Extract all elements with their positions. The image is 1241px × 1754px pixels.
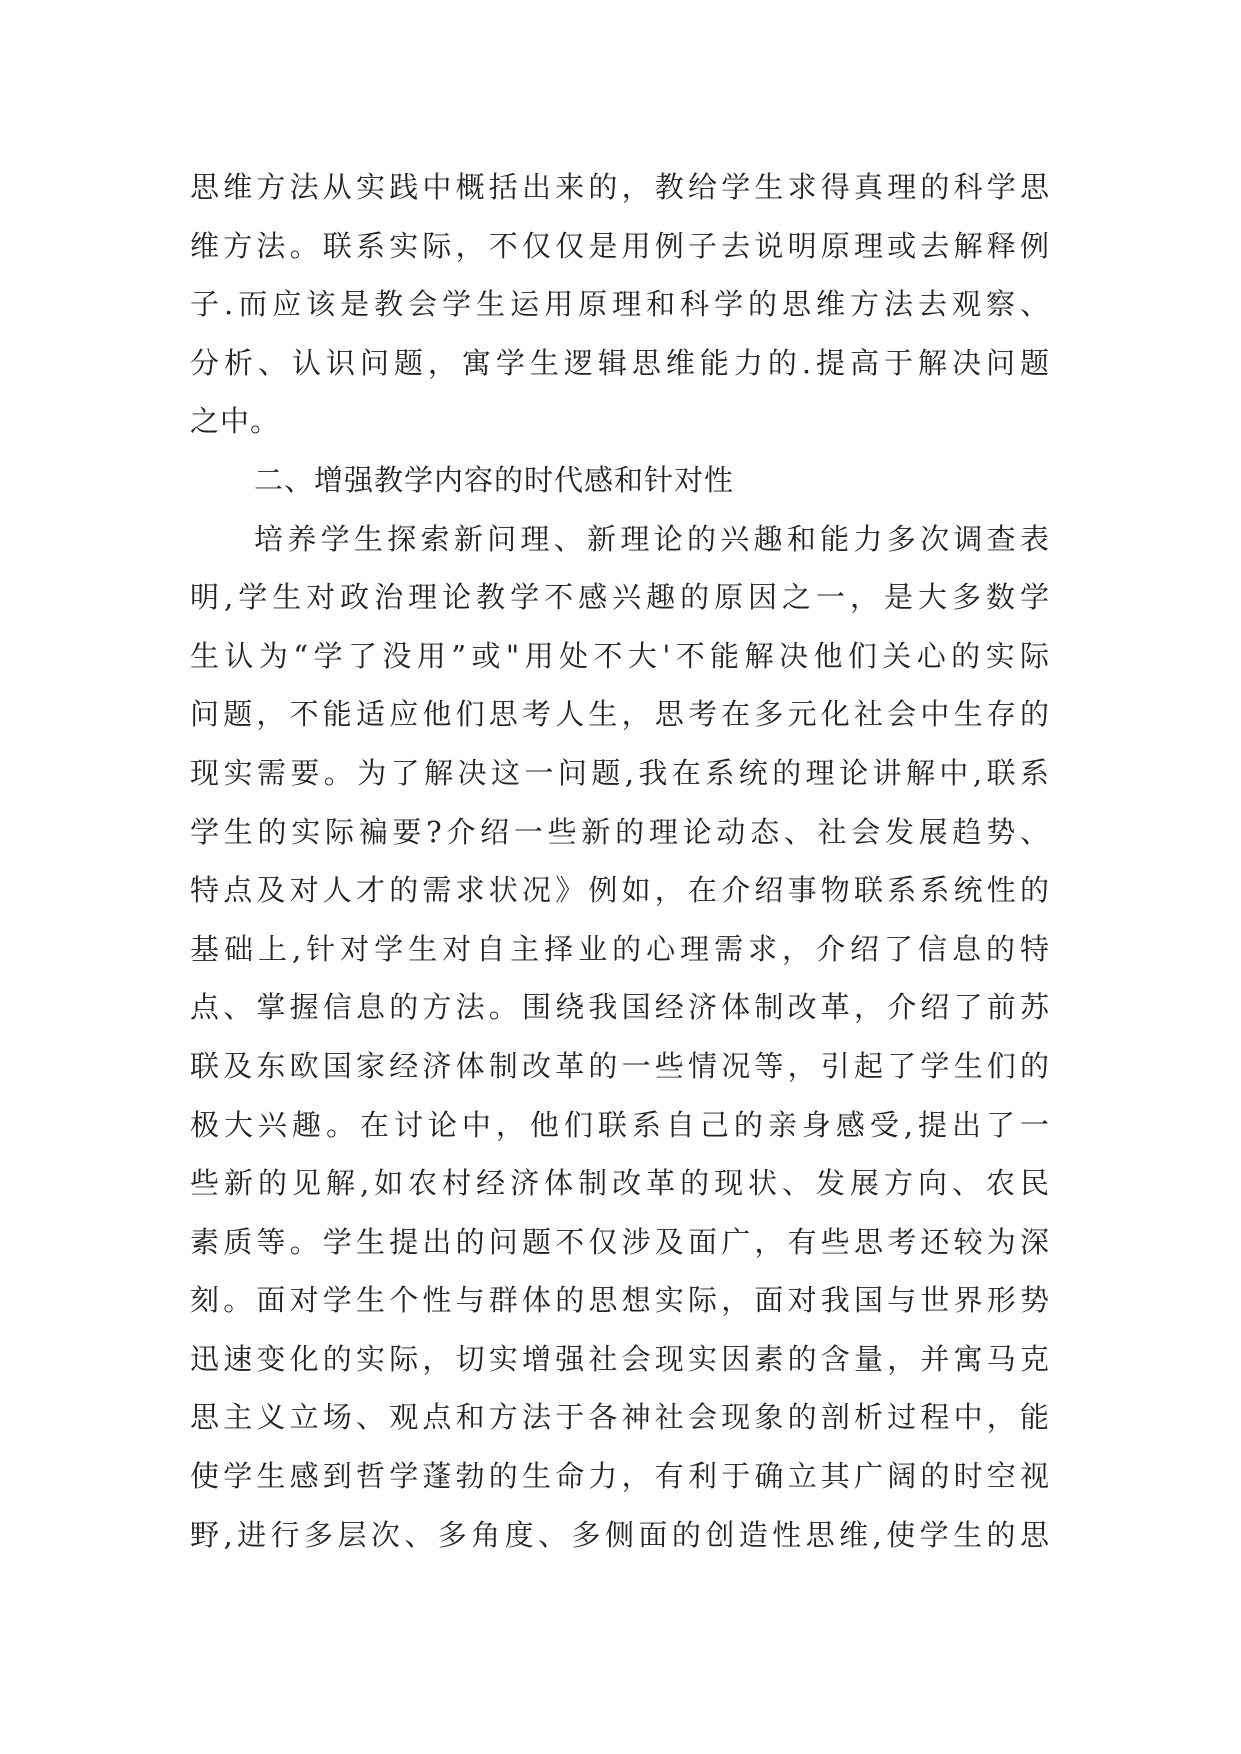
body-text (190, 158, 1050, 1564)
paragraph-first-line: 培养学生探索新问理、新理论的兴趣和能力多次调查表 (254, 521, 1050, 556)
text-line: 之中。 (190, 404, 281, 439)
text-line: 生认为“学了没用”或"用处不大'不能解决他们关心的实际 (190, 638, 1050, 673)
text-line: 些新的见解,如农村经济体制改革的现状、发展方向、农民 (190, 1166, 1050, 1201)
text-line: 点、掌握信息的方法。围绕我国经济体制改革，介绍了前苏 (190, 990, 1050, 1025)
text-line: 特点及对人才的需求状况》例如，在介绍事物联系系统性的 (190, 873, 1050, 908)
text-line: 思维方法从实践中概括出来的，教给学生求得真理的科学思 (190, 170, 1050, 204)
text-line: 迅速变化的实际，切实增强社会现实因素的含量，并寓马克 (190, 1341, 1050, 1376)
section-heading: 二、增强教学内容的时代感和针对性 (254, 462, 735, 497)
text-line: 分析、认识问题，寓学生逻辑思维能力的.提高于解决问题 (190, 345, 1050, 380)
text-line: 现实需要。为了解决这一问题,我在系统的理论讲解中,联系 (190, 755, 1050, 790)
text-line: 学生的实际褊要?介绍一些新的理论动态、社会发展趋势、 (190, 814, 1050, 849)
text-line: 思主义立场、观点和方法于各神社会现象的剖析过程中，能 (190, 1400, 1050, 1435)
text-line: 野,进行多层次、多角度、多侧面的创造性思维,使学生的思 (190, 1517, 1050, 1552)
text-line: 子.而应该是教会学生运用原理和科学的思维方法去观察、 (190, 287, 1050, 322)
text-line: 使学生感到哲学蓬勃的生命力，有利于确立其广阔的时空视 (190, 1459, 1050, 1494)
text-line: 问题，不能适应他们思考人生，思考在多元化社会中生存的 (190, 697, 1050, 732)
text-line: 极大兴趣。在讨论中，他们联系自己的亲身感受,提出了一 (190, 1107, 1050, 1142)
text-line: 联及东欧国家经济体制改革的一些情况等，引起了学生们的 (190, 1048, 1050, 1083)
text-line: 明,学生对政治理论教学不感兴趣的原因之一，是大多数学 (190, 580, 1050, 615)
text-line: 维方法。联系实际，不仅仅是用例子去说明原理或去解释例 (190, 228, 1050, 263)
text-line: 基础上,针对学生对自主择业的心理需求，介绍了信息的特 (190, 931, 1050, 966)
text-line: 素质等。学生提出的问题不仅涉及面广，有些思考还较为深 (190, 1224, 1050, 1259)
text-line: 刻。面对学生个性与群体的思想实际，面对我国与世界形势 (190, 1283, 1050, 1318)
